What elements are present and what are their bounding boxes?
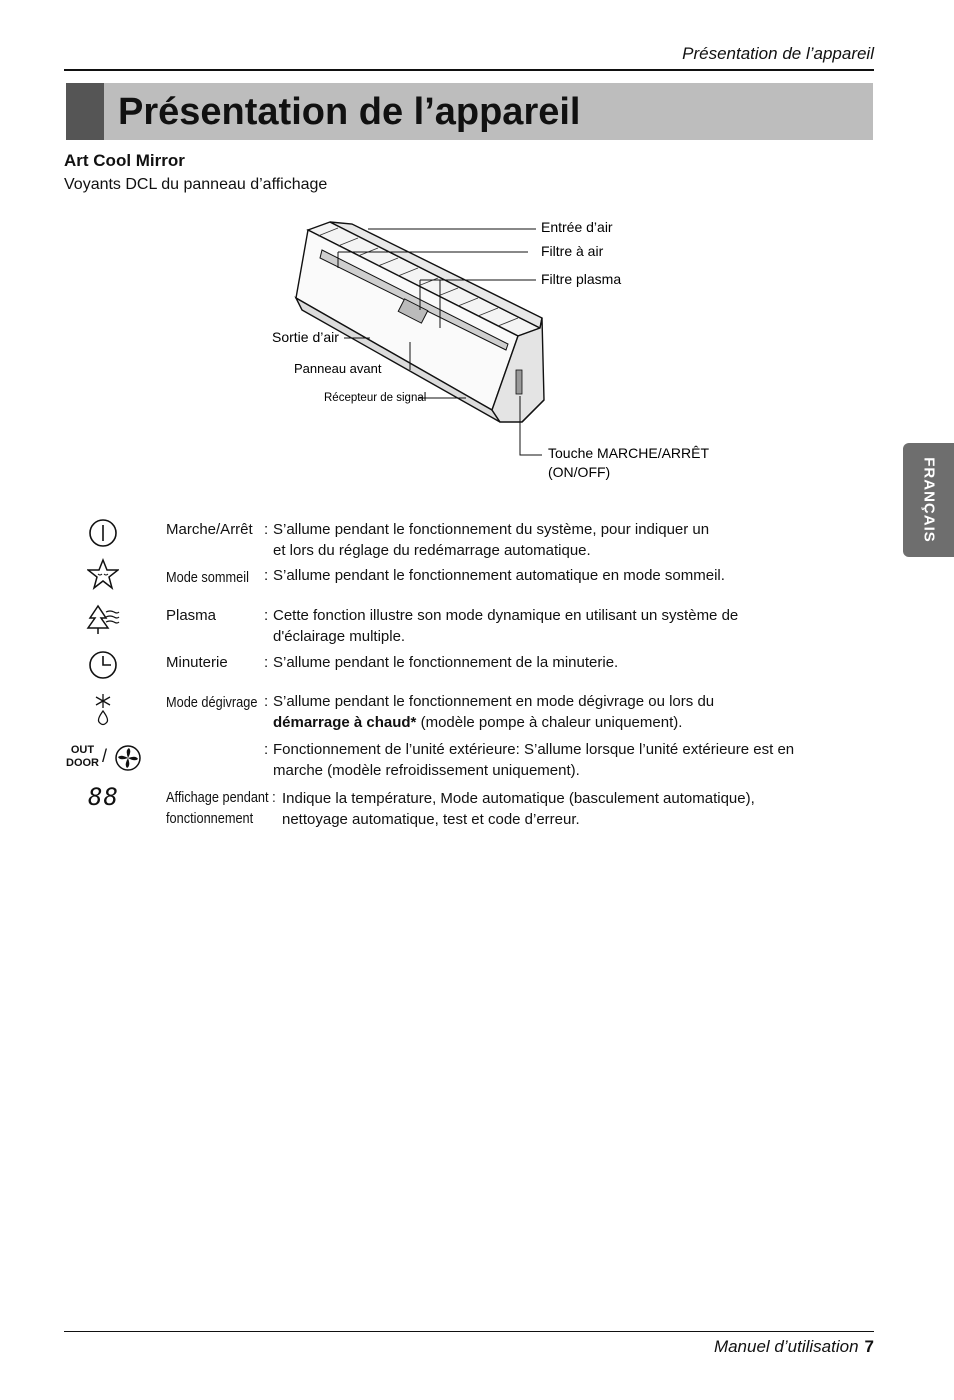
indicator-desc-timer-1: S’allume pendant le fonctionnement de la minuterie. bbox=[273, 654, 619, 671]
outdoor-text-2: DOOR bbox=[66, 757, 99, 769]
title-tab-block bbox=[66, 83, 104, 140]
running-head: Présentation de l’appareil bbox=[682, 44, 874, 63]
outdoor-label bbox=[66, 744, 99, 770]
section-subtitle: Voyants DCL du panneau d’affichage bbox=[64, 176, 328, 193]
indicator-desc-power-1: S’allume pendant le fonctionnement du système, pour indiquer un bbox=[273, 521, 710, 538]
label-filtre-plasma: Filtre plasma bbox=[541, 271, 622, 287]
indicator-desc-power-2: et lors du réglage du redémarrage automatique. bbox=[273, 542, 591, 559]
top-rule bbox=[64, 69, 874, 71]
sleep-star-icon bbox=[87, 558, 119, 590]
indicator-desc-defrost-bold: démarrage à chaud* bbox=[273, 714, 417, 731]
indicator-desc-display-1: Indique la température, Mode automatique (basculement automatique), bbox=[282, 790, 755, 807]
bottom-rule bbox=[64, 1331, 874, 1332]
footer-text: Manuel d’utilisation bbox=[713, 1337, 859, 1356]
timer-clock-icon bbox=[88, 650, 118, 680]
indicator-label-power: Marche/Arrêt bbox=[166, 521, 253, 538]
label-sortie-air: Sortie d’air bbox=[272, 329, 339, 345]
indicator-sep-timer: : bbox=[264, 654, 269, 671]
defrost-icon bbox=[92, 693, 114, 727]
label-filtre-air: Filtre à air bbox=[541, 243, 604, 259]
air-conditioner-diagram bbox=[260, 210, 740, 490]
indicator-desc-outdoor-2: marche (modèle refroidissement uniquement). bbox=[273, 762, 580, 779]
indicator-sep-power: : bbox=[264, 521, 269, 538]
footer bbox=[714, 1337, 874, 1357]
indicator-label-plasma: Plasma bbox=[166, 607, 217, 624]
indicator-label-timer: Minuterie bbox=[166, 654, 228, 671]
section-title: Art Cool Mirror bbox=[64, 151, 185, 170]
indicator-desc-display-2: nettoyage automatique, test et code d’erreur. bbox=[282, 811, 580, 828]
indicator-desc-outdoor-1: Fonctionnement de l’unité extérieure: S’allume lorsque l’unité extérieure est en bbox=[273, 741, 795, 758]
indicator-sep-defrost: : bbox=[264, 693, 269, 710]
page-title: Présentation de l’appareil bbox=[118, 91, 581, 133]
indicator-sep-outdoor: : bbox=[264, 741, 269, 758]
label-panneau-avant: Panneau avant bbox=[294, 361, 382, 376]
outdoor-text-1: OUT bbox=[70, 744, 95, 756]
indicator-desc-defrost-1: S’allume pendant le fonctionnement en mode dégivrage ou lors du bbox=[273, 693, 715, 710]
language-tab-label: FRANÇAIS bbox=[920, 457, 937, 543]
indicator-label-display-2: fonctionnement bbox=[166, 810, 254, 827]
indicator-sep-sleep: : bbox=[264, 567, 269, 584]
indicator-desc-defrost-2: (modèle pompe à chaleur uniquement). bbox=[416, 714, 683, 731]
plasma-tree-icon bbox=[86, 604, 120, 636]
indicator-desc-plasma-1: Cette fonction illustre son mode dynamique en utilisant un système de bbox=[273, 607, 739, 624]
indicator-desc-plasma-2: d'éclairage multiple. bbox=[273, 628, 406, 645]
indicator-sep-plasma: : bbox=[264, 607, 269, 624]
language-tab bbox=[903, 443, 954, 557]
label-touche-2: (ON/OFF) bbox=[548, 464, 611, 480]
indicator-desc-sleep-1: S’allume pendant le fonctionnement automatique en mode sommeil. bbox=[273, 567, 725, 584]
outdoor-slash: / bbox=[102, 746, 108, 766]
display-digits-icon: 88 bbox=[88, 783, 119, 811]
indicator-label-defrost: Mode dégivrage bbox=[166, 694, 258, 711]
label-entree-air: Entrée d’air bbox=[541, 219, 613, 235]
indicator-label-display-1: Affichage pendant : bbox=[166, 789, 276, 806]
indicator-label-sleep: Mode sommeil bbox=[166, 569, 249, 586]
page-number: 7 bbox=[864, 1337, 874, 1356]
label-touche-1: Touche MARCHE/ARRÊT bbox=[548, 445, 710, 461]
outdoor-fan-icon bbox=[115, 745, 141, 771]
power-icon bbox=[88, 518, 118, 548]
label-recepteur: Récepteur de signal bbox=[324, 392, 427, 404]
